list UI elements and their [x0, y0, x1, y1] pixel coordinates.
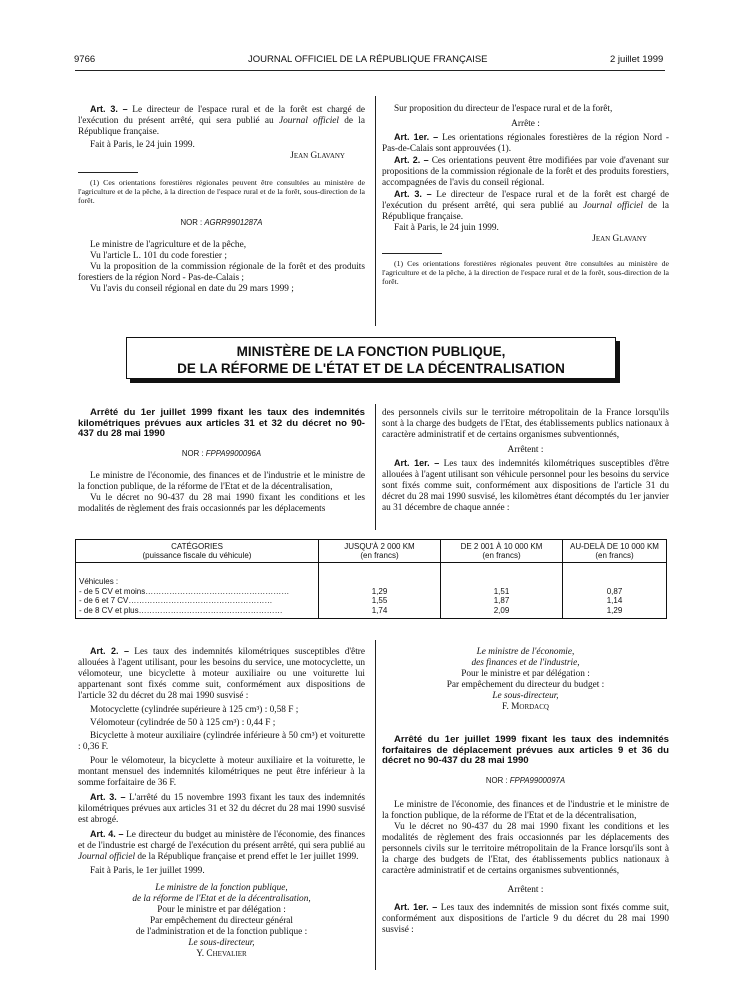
leader-dots: ………………………………………………: [138, 605, 283, 615]
table-row: [76, 563, 667, 587]
table-row: [76, 596, 667, 606]
article-3: Art. 3. – Le directeur de l'espace rural et de la forêt est chargé de l'exécution du présent arrêté, qui sera publié au Journal officiel de la République française.: [382, 189, 669, 222]
rate-bicyclette: Bicyclette à moteur auxiliaire (cylindrée inférieure à 50 cm³) et voiturette : 0,36 F.: [78, 731, 365, 752]
nor-reference: NOR : FPPA9900096A: [181, 448, 262, 458]
bottom-left-column: [78, 646, 365, 960]
article-4: Art. 4. – Le directeur du budget au ministère de l'économie, des finances et de l'industrie est chargé de l'exécution du présent arrêté, qui sera publié au Journal officiel de la République française et prend effet le 1er juillet 1999.: [78, 829, 365, 862]
signature-block: Le ministre de la fonction publique, de la réforme de l'Etat et de la décentralisation, Pour le ministre et par délégation : Par empêchement du directeur général de l'administration et de la fonction publique : Le sous-directeur, Y. Chevalier: [132, 883, 311, 959]
ministry-line-2: DE LA RÉFORME DE L'ÉTAT ET DE LA DÉCENTRALISATION: [177, 361, 565, 376]
table-row: [76, 587, 667, 597]
top-right-column: [382, 104, 669, 286]
leader-dots: ………………………………………………: [128, 596, 273, 605]
rate-cell: 2,09: [441, 606, 563, 619]
ministers: Le ministre de l'économie, des finances et de l'industrie et le ministre de la fonction publique, de la réforme de l'Etat et de la décentralisation,: [382, 799, 669, 821]
column-divider: [375, 640, 376, 970]
group-label: Véhicules :: [76, 563, 319, 587]
rate-cell: 1,29: [563, 606, 667, 619]
signer: Jean Glavany: [290, 151, 345, 161]
article-3: Art. 3. – L'arrêté du 15 novembre 1993 fixant les taux des indemnités kilométriques prévues aux articles 31 et 32 du décret du 28 mai 1990 susvisé est abrogé.: [78, 792, 366, 825]
rate-cell: 0,87: [563, 587, 667, 597]
rate-motocyclette: Motocyclette (cylindrée supérieure à 125 cm³) : 0,58 F ;: [90, 705, 299, 715]
bottom-right-column: [382, 647, 669, 936]
nor-reference: NOR : FPPA9900097A: [485, 775, 566, 785]
header-2001-10000: DE 2 001 À 10 000 KM (en francs): [441, 540, 563, 563]
arrete-1-left: [78, 408, 365, 515]
arretent-heading: Arrêtent :: [507, 445, 544, 455]
rates-table: [75, 539, 667, 619]
fait-a-paris: Fait à Paris, le 24 juin 1999.: [90, 140, 195, 150]
column-divider: [375, 96, 376, 326]
fait-a-paris: Fait à Paris, le 24 juin 1999.: [394, 223, 499, 233]
visa-decret: Vu le décret no 90-437 du 28 mai 1990 fixant les conditions et les modalités de règlement des frais occasionnés par les déplacements des personnels civils sur le territoire métropolitain de la France lorsqu'ils sont à la charge des budgets de l'Etat, des établissements publics nationaux à caractère administratif et de certains organismes subventionnés,: [382, 821, 669, 876]
visa-minister: Le ministre de l'agriculture et de la pêche,: [90, 240, 247, 250]
category-cell: - de 6 et 7 CV………………………………………………: [76, 596, 319, 606]
category-cell: - de 5 CV et moins………………………………………………: [76, 587, 319, 597]
rate-cell: 1,55: [319, 596, 441, 606]
footnote-rule: [78, 172, 138, 173]
rate-cell: 1,51: [441, 587, 563, 597]
article-1: Art. 1er. – Les taux des indemnités kilométriques susceptibles d'être allouées à l'agent utilisant son véhicule personnel pour les besoins du service sont fixés comme suit, conformément aux dispositions de l'article 31 du décret du 28 mai 1990 susvisé, les kilomètres étant décomptés du 1er janvier au 31 décembre de chaque année :: [382, 458, 669, 513]
signer: Jean Glavany: [592, 234, 647, 244]
article-2: Art. 2. – Ces orientations peuvent être modifiées par voie d'avenant sur propositions de la commission régionale de la forêt et des produits forestiers, accompagnées de l'avis du conseil régional.: [382, 155, 670, 188]
minimum-amount: Pour le vélomoteur, la bicyclette à moteur auxiliaire et la voiturette, le montant mensuel des indemnités kilométriques ne peut être inférieur à la somme forfaitaire de 36 F.: [78, 756, 365, 788]
table-row: [76, 606, 667, 619]
visa-avis: Vu l'avis du conseil régional en date du 29 mars 1999 ;: [90, 284, 294, 294]
footnote: (1) Ces orientations forestières régionales peuvent être consultées au ministère de l'agriculture et de la pêche, à la direction de l'espace rural et de la forêt, sous-direction de la forêt.: [382, 259, 669, 286]
header-up-to-2000: JUSQU'À 2 000 KM (en francs): [319, 540, 441, 563]
visa-proposition: Vu la proposition de la commission régionale de la forêt et des produits forestiers de la région Nord - Pas-de-Calais ;: [78, 262, 365, 283]
ministry-heading: [126, 337, 616, 379]
article-2: Art. 2. – Les taux des indemnités kilométriques susceptibles d'être allouées à l'agent utilisant, pour les besoins du service, une motocyclette, un vélomoteur, une bicyclette à moteur auxiliaire ou une voiturette lui appartenant sont fixés comme suit, conformément aux dispositions de l'article 32 du décret du 28 mai 1990 susvisé :: [78, 646, 365, 701]
journal-title: JOURNAL OFFICIEL DE LA RÉPUBLIQUE FRANÇAISE: [248, 54, 488, 65]
arretent-heading: Arrêtent :: [507, 884, 544, 895]
ministry-line-1: MINISTÈRE DE LA FONCTION PUBLIQUE,: [236, 344, 506, 359]
proposition: Sur proposition du directeur de l'espace rural et de la forêt,: [394, 104, 613, 114]
visa-continued: des personnels civils sur le territoire métropolitain de la France lorsqu'ils sont à la charge des budgets de l'Etat, des établissements publics nationaux à caractère administratif et de certains organismes subventionnés,: [382, 408, 669, 440]
visa-article: Vu l'article L. 101 du code forestier ;: [90, 251, 227, 261]
issue-date: 2 juillet 1999: [610, 54, 664, 65]
rate-cell: 1,29: [319, 587, 441, 597]
article-1: Art. 1er. – Les orientations régionales forestières de la région Nord - Pas-de-Calais sont approuvées (1).: [382, 132, 669, 154]
arrete-2-title: Arrêté du 1er juillet 1999 fixant les taux des indemnités forfaitaires de déplacement prévues aux articles 9 et 36 du décret no 90-437 du 28 mai 1990: [382, 734, 669, 766]
arrete-1-right: [382, 408, 669, 514]
article-3: Art. 3. – Le directeur de l'espace rural et de la forêt est chargé de l'exécution du présent arrêté, qui sera publié au Journal officiel de la République française.: [78, 104, 365, 137]
rate-cell: 1,74: [319, 606, 441, 619]
footnote: (1) Ces orientations forestières régionales peuvent être consultées au ministère de l'agriculture et de la pêche, à la direction de l'espace rural et de la forêt, sous-direction de la forêt.: [78, 178, 365, 205]
header-over-10000: AU-DELÀ DE 10 000 KM (en francs): [563, 540, 667, 563]
rate-cell: 1,14: [563, 596, 667, 606]
signature-block: Le ministre de l'économie, des finances et de l'industrie, Pour le ministre et par délégation : Par empêchement du directeur du budget : Le sous-directeur, F. Mordacq: [446, 647, 605, 712]
arrete-1-title: Arrêté du 1er juillet 1999 fixant les taux des indemnités kilométriques prévues aux articles 31 et 32 du décret no 90-437 du 28 mai 1990: [78, 407, 365, 439]
ministers: Le ministre de l'économie, des finances et de l'industrie et le ministre de la fonction publique, de la réforme de l'Etat et de la décentralisation,: [78, 470, 365, 492]
header-categories: CATÉGORIES (puissance fiscale du véhicule): [76, 540, 319, 563]
column-divider: [375, 404, 376, 530]
table-header-row: [76, 540, 667, 563]
leader-dots: ………………………………………………: [145, 586, 290, 596]
rate-cell: 1,87: [441, 596, 563, 606]
rate-velomoteur: Vélomoteur (cylindrée de 50 à 125 cm³) : 0,44 F ;: [90, 718, 276, 728]
visa-decret: Vu le décret no 90-437 du 28 mai 1990 fixant les conditions et les modalités de règlement des frais occasionnés par les déplacements: [78, 492, 365, 514]
page-number: 9766: [74, 54, 96, 65]
fait-a-paris: Fait à Paris, le 1er juillet 1999.: [90, 866, 205, 876]
footnote-rule: [382, 253, 442, 254]
header-rule: [75, 70, 665, 71]
category-cell: - de 8 CV et plus………………………………………………: [76, 606, 319, 619]
article-1: Art. 1er. – Les taux des indemnités de mission sont fixés comme suit, conformément aux dispositions de l'article 9 du décret du 28 mai 1990 susvisé :: [382, 901, 669, 935]
nor-reference: NOR : AGRR9901287A: [180, 218, 263, 227]
arrete-heading: Arrête :: [511, 119, 540, 129]
top-left-column: [78, 104, 365, 295]
